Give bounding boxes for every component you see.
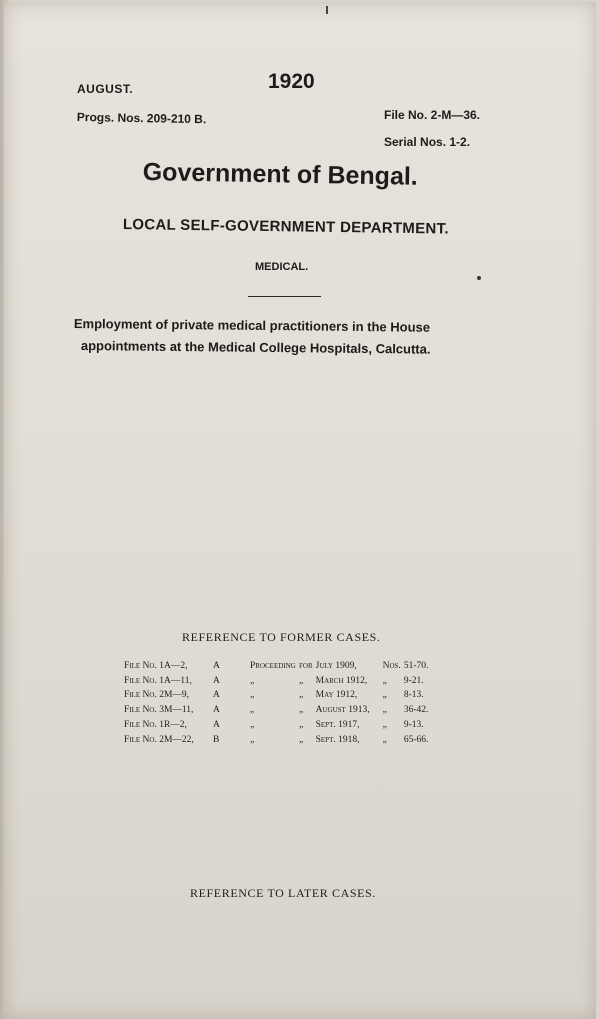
table-row [124, 703, 441, 718]
nos-cell: 9-13. [403, 719, 424, 730]
ink-dot [477, 276, 481, 280]
nos-label-cell: „ [382, 690, 387, 701]
header-serial-nos: Serial Nos. 1-2. [384, 135, 471, 149]
nos-label-cell: „ [382, 675, 387, 686]
header-month: AUGUST. [77, 82, 134, 96]
nos-label-cell: „ [382, 734, 387, 745]
header-year: 1920 [268, 70, 315, 93]
class-cell: A [213, 690, 220, 701]
month-cell: July 1909, [315, 661, 357, 671]
proceeding-cell: Proceeding [250, 661, 296, 671]
nos-cell: 9-21. [403, 675, 424, 686]
proceeding-cell: „ [250, 705, 255, 716]
nos-cell: 65-66. [403, 734, 429, 745]
file-cell: File No. 2M—9, [124, 690, 190, 701]
month-cell: May 1912, [315, 690, 358, 701]
page-title: Government of Bengal. [142, 158, 419, 191]
for-cell: „ [299, 675, 304, 686]
month-cell: August 1913, [315, 705, 370, 716]
former-cases-heading: REFERENCE TO FORMER CASES. [182, 630, 381, 644]
class-cell: A [213, 705, 220, 716]
file-cell: File No. 1R—2, [124, 719, 187, 730]
branch-title: MEDICAL. [255, 261, 309, 273]
for-cell: „ [299, 705, 304, 716]
month-cell: Sept. 1917, [315, 719, 360, 730]
file-cell: File No. 2M—22, [124, 734, 194, 745]
header-progs: Progs. Nos. 209-210 B. [76, 110, 207, 127]
later-cases-heading: REFERENCE TO LATER CASES. [190, 886, 376, 900]
class-cell: A [213, 661, 220, 671]
file-cell: File No. 1A—2, [124, 661, 188, 671]
title-divider [248, 296, 321, 297]
nos-label-cell: „ [382, 719, 387, 730]
proceeding-cell: „ [250, 719, 255, 730]
table-row [124, 718, 441, 733]
for-cell: „ [299, 690, 304, 701]
file-cell: File No. 1A—11, [124, 675, 192, 686]
nos-cell: 51-70. [403, 661, 429, 671]
class-cell: A [213, 675, 220, 686]
subject-line-2: appointments at the Medical College Hospitals, Calcutta. [80, 338, 431, 357]
for-cell: „ [299, 719, 304, 730]
document-page [4, 2, 596, 1019]
table-row [124, 688, 441, 703]
file-cell: File No. 3M—11, [124, 705, 194, 716]
proceeding-cell: „ [250, 734, 255, 745]
subject-line-1: Employment of private medical practitioners in the House [73, 316, 431, 335]
proceeding-cell: „ [250, 675, 255, 686]
nos-label-cell: „ [382, 705, 387, 716]
table-row [124, 659, 441, 674]
proceeding-cell: „ [250, 690, 255, 701]
nos-label-cell: Nos. [382, 661, 401, 671]
month-cell: Sept. 1918, [315, 734, 360, 745]
table-row [124, 733, 441, 748]
class-cell: A [213, 719, 220, 730]
table-row [124, 674, 441, 689]
department-title: LOCAL SELF-GOVERNMENT DEPARTMENT. [122, 216, 449, 238]
page-mark [326, 6, 328, 14]
for-cell: for [299, 661, 313, 671]
former-cases-table [124, 659, 441, 747]
nos-cell: 8-13. [403, 690, 424, 701]
for-cell: „ [299, 734, 304, 745]
month-cell: March 1912, [315, 675, 368, 686]
nos-cell: 36-42. [403, 705, 429, 716]
header-file-no: File No. 2-M—36. [384, 108, 481, 122]
class-cell: B [213, 734, 220, 745]
